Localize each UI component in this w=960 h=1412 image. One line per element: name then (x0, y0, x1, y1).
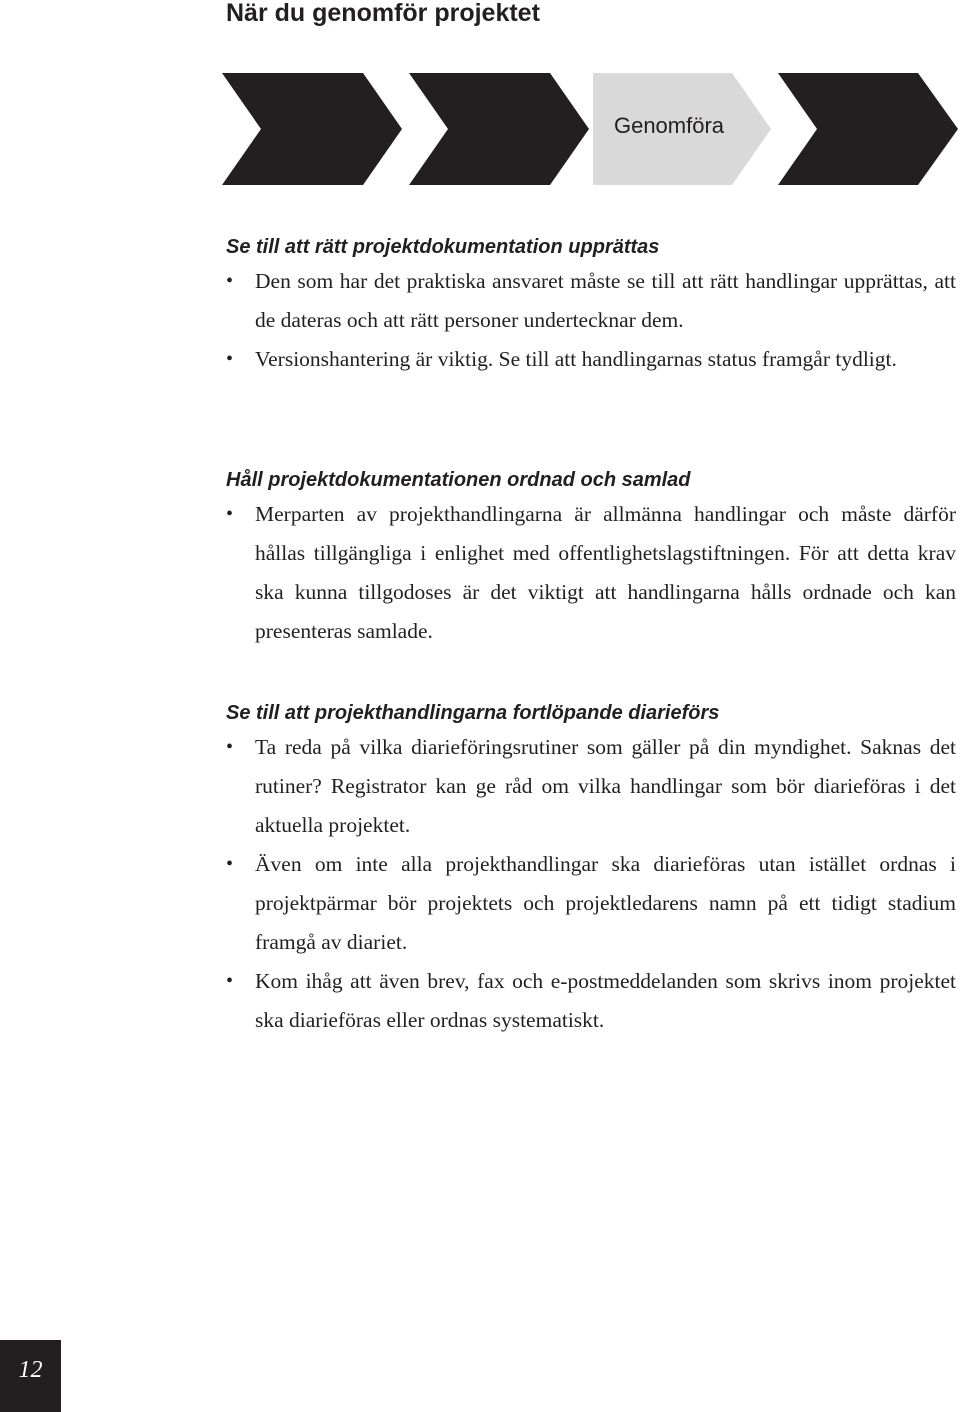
process-step-2 (409, 73, 589, 185)
list-item: • Merparten av projekthandlingarna är allmänna handlingar och måste därför hållas tillgängliga i enlighet med offentlighetslagstiftningen. För att detta krav ska kunna tillgodoses är det viktigt att handlingarna hålls ordnade och kan presenteras samlade. (226, 495, 956, 651)
process-steps (0, 0, 960, 200)
bullet-icon: • (226, 736, 234, 758)
process-step-1 (222, 73, 402, 185)
current-step-label: Genomföra (613, 113, 725, 138)
list-item: • Den som har det praktiska ansvaret måste se till att rätt handlingar upprättas, att de dateras och att rätt personer undertecknar dem. (226, 262, 956, 340)
section-documentation (226, 234, 956, 379)
bullet-icon: • (226, 853, 234, 875)
process-step-4 (778, 73, 958, 185)
bullet-icon: • (226, 503, 234, 525)
list-item: • Versionshantering är viktig. Se till att handlingarnas status framgår tydligt. (226, 340, 956, 379)
bullet-icon: • (226, 348, 234, 370)
section-ordered (226, 467, 956, 651)
list-item: • Även om inte alla projekthandlingar ska diarieföras utan istället ordnas i projektpärmar bör projektets och projektledarens namn på ett tidigt stadium framgå av diariet. (226, 845, 956, 962)
page-title: När du genomför projektet (226, 0, 540, 27)
section-registration (226, 700, 956, 1040)
page-number: 12 (18, 1357, 43, 1383)
list-item: • Ta reda på vilka diarieföringsrutiner som gäller på din myndighet. Saknas det rutiner? Registrator kan ge råd om vilka handlingar som bör diarieföras i det aktuella projektet. (226, 728, 956, 845)
section-heading: Se till att rätt projektdokumentation upprättas (226, 236, 660, 258)
section-heading: Håll projektdokumentationen ordnad och samlad (226, 469, 691, 491)
process-arrows (0, 0, 960, 200)
page-number-box (0, 1340, 61, 1412)
bullet-icon: • (226, 270, 234, 292)
section-heading: Se till att projekthandlingarna fortlöpande diarieförs (226, 702, 720, 724)
bullet-icon: • (226, 970, 234, 992)
list-item: • Kom ihåg att även brev, fax och e-postmeddelanden som skrivs inom projektet ska diarieföras eller ordnas systematiskt. (226, 962, 956, 1040)
